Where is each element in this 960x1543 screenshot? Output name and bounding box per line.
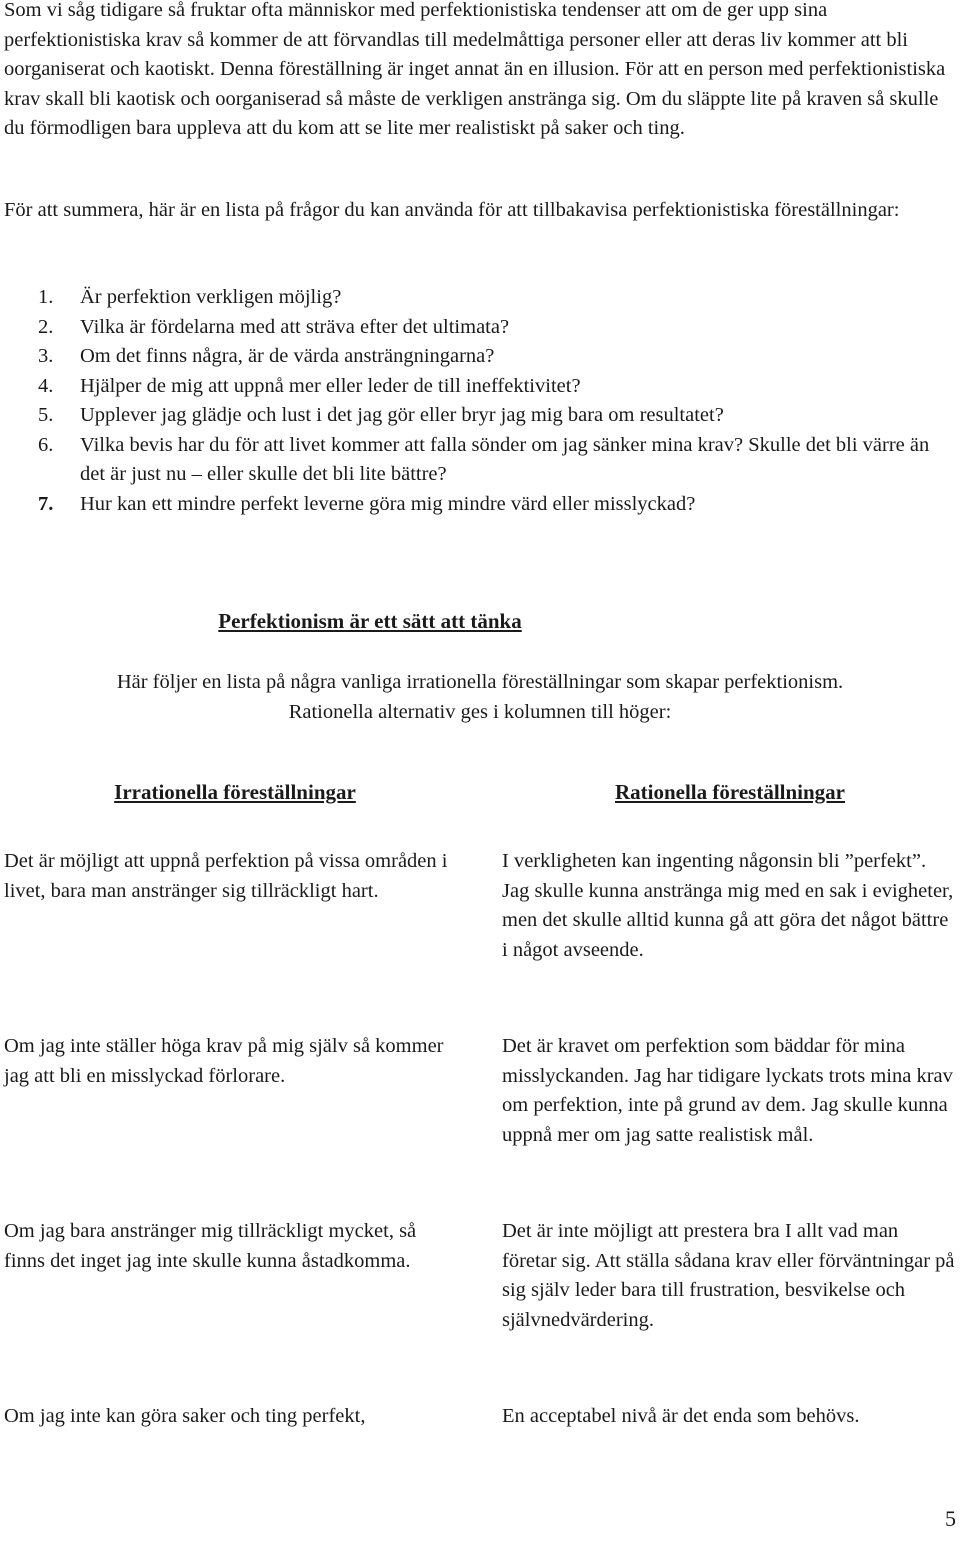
list-item — [4, 313, 956, 343]
list-text: Hjälper de mig att uppnå mer eller leder de till ineffektivitet? — [80, 374, 581, 397]
list-number: 4. — [38, 374, 54, 397]
list-item — [4, 401, 956, 431]
list-text: Är perfektion verkligen möjlig? — [80, 286, 342, 308]
column-header-rational: Rationella föreställningar — [614, 780, 845, 804]
list-item — [4, 490, 956, 520]
section-heading: Perfektionism är ett sätt att tänka — [218, 609, 522, 633]
list-item — [4, 372, 956, 402]
list-text: Vilka är fördelarna med att sträva efter det ultimata? — [80, 315, 510, 338]
list-item — [4, 283, 956, 313]
lead-line-1: Här följer en lista på några vanliga irrationella föreställningar som skapar perfektionism. — [116, 671, 844, 693]
column-header-irrational: Irrationella föreställningar — [114, 780, 356, 804]
section-lead — [0, 668, 960, 727]
list-number: 2. — [38, 315, 54, 338]
list-text: Vilka bevis har du för att livet kommer att falla sönder om jag sänker mina krav? Skulle det bli värre än det är just nu – eller skulle det bli lite bättre? — [80, 433, 930, 485]
page-number: 5 — [945, 1506, 956, 1531]
list-number: 7. — [38, 492, 54, 515]
list-item — [4, 342, 956, 372]
irrational-belief-2: Om jag inte ställer höga krav på mig själv så kommer jag att bli en misslyckad förlorare. — [4, 1035, 444, 1087]
irrational-belief-3: Om jag bara anstränger mig tillräckligt mycket, så finns det inget jag inte skulle kunna åstadkomma. — [4, 1220, 417, 1272]
lead-line-2: Rationella alternativ ges i kolumnen till höger: — [288, 700, 672, 723]
rational-alternative-4: En acceptabel nivå är det enda som behövs. — [502, 1405, 860, 1427]
list-number: 1. — [38, 286, 54, 308]
rational-alternative-3: Det är inte möjligt att prestera bra I allt vad man företar sig. Att ställa sådana krav eller förväntningar på sig själv leder bara till frustration, besvikelse och självnedvärdering. — [502, 1220, 955, 1331]
list-item — [4, 431, 956, 490]
list-text: Hur kan ett mindre perfekt leverne göra mig mindre värd eller misslyckad? — [80, 492, 696, 515]
irrational-belief-1: Det är möjligt att uppnå perfektion på vissa områden i livet, bara man anstränger sig tillräckligt hart. — [4, 850, 448, 902]
list-text: Upplever jag glädje och lust i det jag gör eller bryr jag mig bara om resultatet? — [80, 404, 724, 426]
list-number: 6. — [38, 433, 54, 456]
summary-paragraph: För att summera, här är en lista på frågor du kan använda för att tillbakavisa perfektionistiska föreställningar: — [4, 199, 900, 221]
rational-alternative-1: I verkligheten kan ingenting någonsin bli ”perfekt”. Jag skulle kunna anstränga mig med en sak i evigheter, men det skulle alltid kunna gå att göra det något bättre i något avseende. — [502, 850, 954, 961]
list-number: 5. — [38, 404, 54, 426]
irrational-belief-4: Om jag inte kan göra saker och ting perfekt, — [4, 1405, 366, 1427]
intro-paragraph: Som vi såg tidigare så fruktar ofta människor med perfektionistiska tendenser att om de ger upp sina perfektionistiska krav så kommer de att förvandlas till medelmåttiga personer eller att deras liv kommer att bli oorganiserat och kaotiskt. Denna föreställning är inget annat än en illusion. För att en person med perfektionistiska krav skall bli kaotisk och oorganiserad så måste de verkligen anstränga sig. Om du släppte lite på kraven så skulle du förmodligen bara uppleva att du kom att se lite mer realistiskt på saker och ting. — [4, 0, 946, 139]
list-number: 3. — [38, 345, 54, 367]
list-text: Om det finns några, är de värda ansträngningarna? — [80, 345, 495, 367]
question-list — [4, 283, 956, 519]
rational-alternative-2: Det är kravet om perfektion som bäddar för mina misslyckanden. Jag har tidigare lyckats trots mina krav om perfektion, inte på grund av dem. Jag skulle kunna uppnå mer om jag satte realistisk mål. — [502, 1035, 953, 1146]
